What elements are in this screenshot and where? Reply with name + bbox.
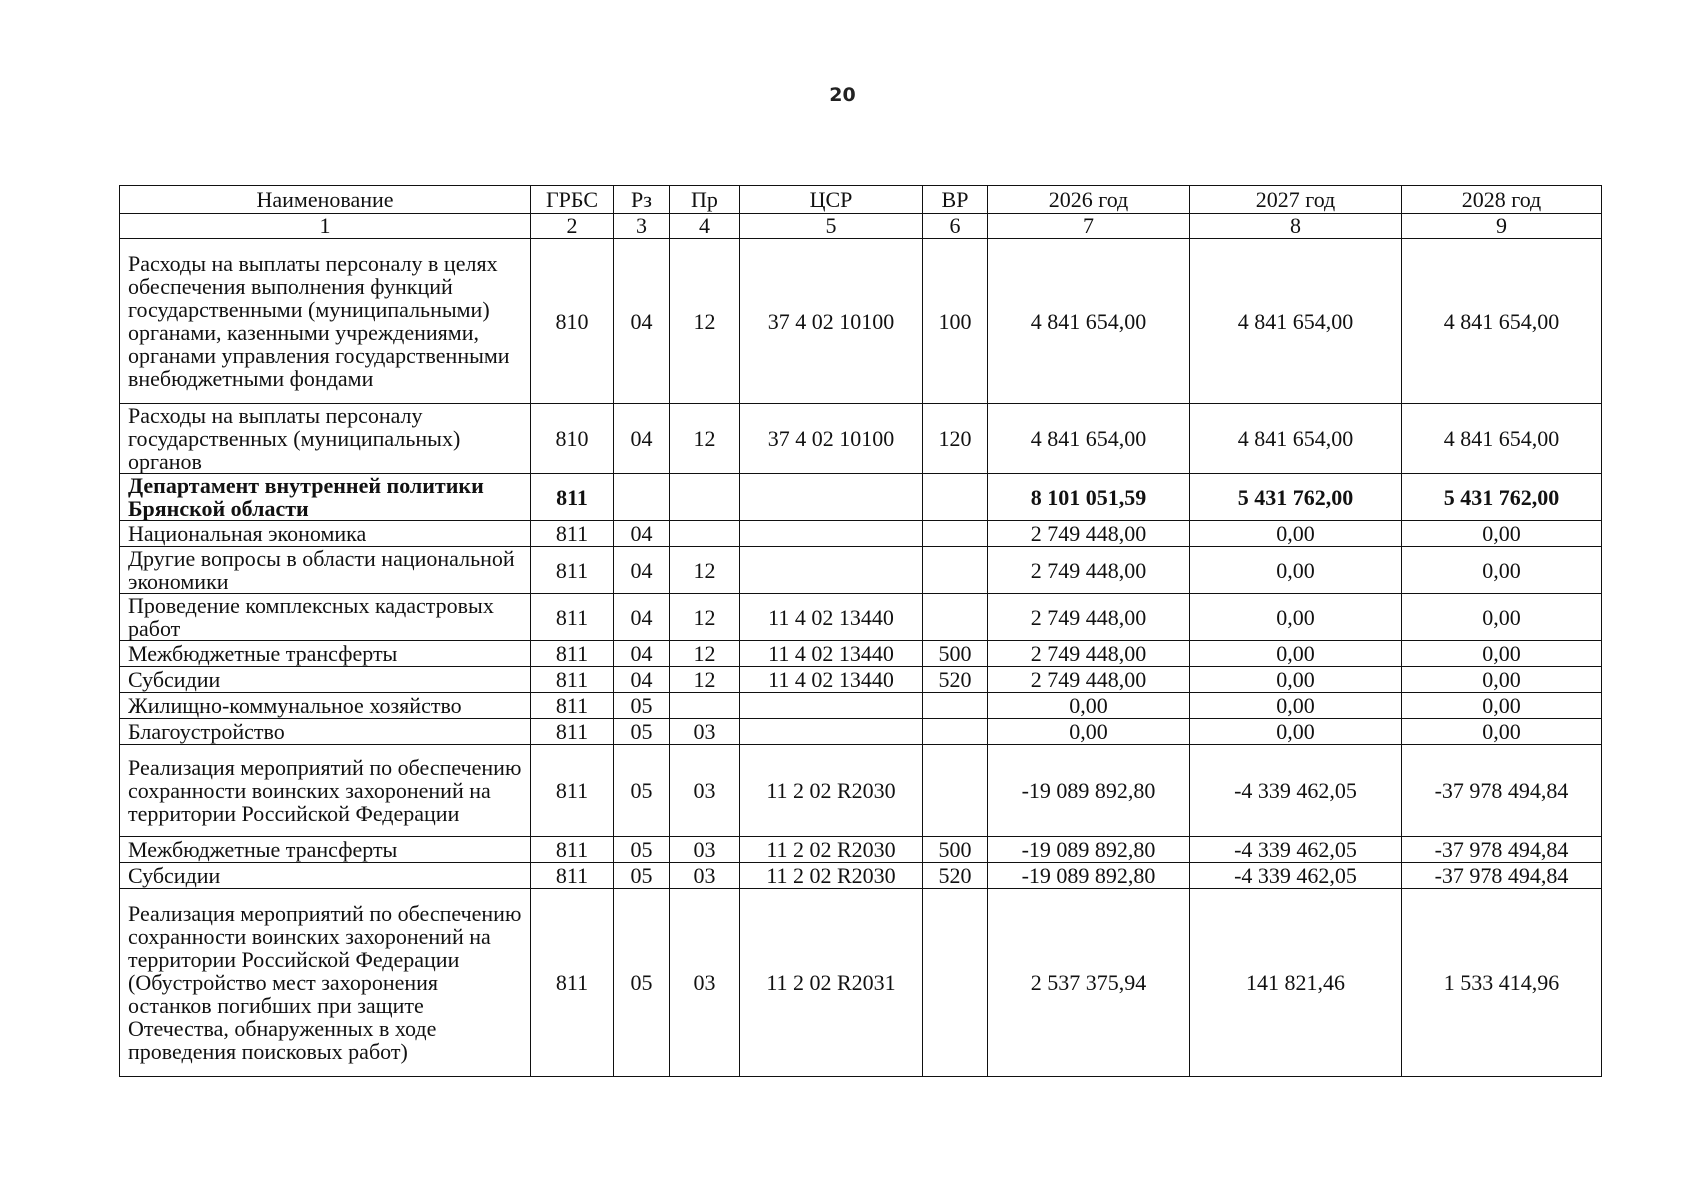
row-rz: 05 (614, 863, 670, 889)
row-value-2026: -19 089 892,80 (988, 745, 1190, 837)
row-value-2026: -19 089 892,80 (988, 863, 1190, 889)
row-value-2027: 4 841 654,00 (1190, 239, 1402, 404)
row-pr: 12 (670, 239, 740, 404)
row-rz: 05 (614, 719, 670, 745)
table-row (120, 863, 1602, 889)
column-number: 1 (120, 214, 531, 239)
row-rz: 04 (614, 239, 670, 404)
table-row (120, 239, 1602, 404)
column-number: 7 (988, 214, 1190, 239)
row-name: Реализация мероприятий по обеспечению сохранности воинских захоронений на территории Российской Федерации (Обустройство мест захоронения останков погибших при защите Отечества, обнаруженных в ходе проведения поисковых работ) (120, 889, 531, 1077)
row-csr: 37 4 02 10100 (740, 404, 923, 474)
table-row (120, 745, 1602, 837)
row-name: Расходы на выплаты персоналу в целях обеспечения выполнения функций государственными (муниципальными) органами, казенными учреждениями, органами управления государственными внебюджетными фондами (120, 239, 531, 404)
row-csr: 11 2 02 R2030 (740, 863, 923, 889)
row-vr (923, 594, 988, 641)
row-csr: 11 2 02 R2030 (740, 745, 923, 837)
row-rz: 04 (614, 404, 670, 474)
row-value-2026: 0,00 (988, 719, 1190, 745)
table-row (120, 521, 1602, 547)
table-row (120, 837, 1602, 863)
row-value-2026: 2 749 448,00 (988, 521, 1190, 547)
row-vr (923, 474, 988, 521)
row-pr (670, 474, 740, 521)
row-value-2028: 0,00 (1402, 667, 1602, 693)
page-number: 20 (829, 84, 856, 106)
row-vr (923, 889, 988, 1077)
row-name: Субсидии (120, 863, 531, 889)
row-vr (923, 693, 988, 719)
table-row (120, 889, 1602, 1077)
table-header-row (120, 186, 1602, 214)
row-csr: 11 4 02 13440 (740, 667, 923, 693)
row-value-2028: 1 533 414,96 (1402, 889, 1602, 1077)
row-csr (740, 521, 923, 547)
row-pr: 12 (670, 594, 740, 641)
row-name: Межбюджетные трансферты (120, 837, 531, 863)
row-value-2027: 0,00 (1190, 719, 1402, 745)
row-value-2026: 2 749 448,00 (988, 667, 1190, 693)
row-name: Департамент внутренней политики Брянской области (120, 474, 531, 521)
row-value-2027: 0,00 (1190, 521, 1402, 547)
row-rz: 04 (614, 594, 670, 641)
header-2027: 2027 год (1190, 186, 1402, 214)
budget-table (119, 185, 1602, 1077)
row-rz: 04 (614, 667, 670, 693)
row-csr: 37 4 02 10100 (740, 239, 923, 404)
row-value-2028: 0,00 (1402, 521, 1602, 547)
row-pr (670, 521, 740, 547)
row-vr: 520 (923, 863, 988, 889)
row-vr: 120 (923, 404, 988, 474)
row-csr: 11 4 02 13440 (740, 594, 923, 641)
header-csr: ЦСР (740, 186, 923, 214)
row-value-2026: 4 841 654,00 (988, 239, 1190, 404)
row-grbs: 811 (531, 474, 614, 521)
header-grbs: ГРБС (531, 186, 614, 214)
row-name: Расходы на выплаты персоналу государственных (муниципальных) органов (120, 404, 531, 474)
row-vr: 520 (923, 667, 988, 693)
row-grbs: 811 (531, 547, 614, 594)
row-value-2026: 2 749 448,00 (988, 594, 1190, 641)
table-row (120, 474, 1602, 521)
header-2026: 2026 год (988, 186, 1190, 214)
row-rz: 05 (614, 837, 670, 863)
row-value-2026: 2 537 375,94 (988, 889, 1190, 1077)
row-value-2027: -4 339 462,05 (1190, 745, 1402, 837)
row-value-2026: -19 089 892,80 (988, 837, 1190, 863)
table-row (120, 404, 1602, 474)
table-row (120, 693, 1602, 719)
column-number: 4 (670, 214, 740, 239)
row-pr: 12 (670, 547, 740, 594)
row-grbs: 811 (531, 521, 614, 547)
row-rz: 05 (614, 889, 670, 1077)
row-value-2028: -37 978 494,84 (1402, 745, 1602, 837)
table-row (120, 547, 1602, 594)
row-value-2027: 0,00 (1190, 667, 1402, 693)
row-csr: 11 2 02 R2031 (740, 889, 923, 1077)
row-value-2027: 0,00 (1190, 693, 1402, 719)
column-number-row (120, 214, 1602, 239)
row-csr (740, 719, 923, 745)
row-value-2028: 0,00 (1402, 719, 1602, 745)
row-value-2026: 0,00 (988, 693, 1190, 719)
row-vr (923, 719, 988, 745)
row-pr: 03 (670, 863, 740, 889)
row-grbs: 811 (531, 889, 614, 1077)
row-value-2027: -4 339 462,05 (1190, 863, 1402, 889)
row-name: Национальная экономика (120, 521, 531, 547)
row-name: Проведение комплексных кадастровых работ (120, 594, 531, 641)
row-grbs: 811 (531, 719, 614, 745)
column-number: 6 (923, 214, 988, 239)
row-pr: 03 (670, 719, 740, 745)
row-value-2026: 8 101 051,59 (988, 474, 1190, 521)
row-pr (670, 693, 740, 719)
row-csr (740, 693, 923, 719)
row-grbs: 811 (531, 745, 614, 837)
column-number: 5 (740, 214, 923, 239)
row-vr (923, 745, 988, 837)
row-value-2027: 141 821,46 (1190, 889, 1402, 1077)
row-value-2028: -37 978 494,84 (1402, 837, 1602, 863)
column-number: 8 (1190, 214, 1402, 239)
row-name: Субсидии (120, 667, 531, 693)
row-rz: 04 (614, 641, 670, 667)
row-name: Межбюджетные трансферты (120, 641, 531, 667)
row-name: Другие вопросы в области национальной экономики (120, 547, 531, 594)
row-value-2028: 5 431 762,00 (1402, 474, 1602, 521)
row-csr (740, 474, 923, 521)
table-row (120, 667, 1602, 693)
row-grbs: 811 (531, 837, 614, 863)
row-grbs: 811 (531, 863, 614, 889)
row-grbs: 810 (531, 239, 614, 404)
row-rz (614, 474, 670, 521)
column-number: 3 (614, 214, 670, 239)
row-grbs: 811 (531, 641, 614, 667)
column-number: 2 (531, 214, 614, 239)
row-vr: 100 (923, 239, 988, 404)
row-pr: 12 (670, 641, 740, 667)
row-csr: 11 4 02 13440 (740, 641, 923, 667)
table-body (120, 239, 1602, 1077)
row-grbs: 811 (531, 667, 614, 693)
row-value-2027: -4 339 462,05 (1190, 837, 1402, 863)
row-pr: 03 (670, 745, 740, 837)
row-vr (923, 521, 988, 547)
row-grbs: 810 (531, 404, 614, 474)
header-name: Наименование (120, 186, 531, 214)
row-value-2028: -37 978 494,84 (1402, 863, 1602, 889)
row-grbs: 811 (531, 594, 614, 641)
row-rz: 04 (614, 547, 670, 594)
row-value-2028: 0,00 (1402, 641, 1602, 667)
header-rz: Рз (614, 186, 670, 214)
row-value-2027: 0,00 (1190, 594, 1402, 641)
row-name: Жилищно-коммунальное хозяйство (120, 693, 531, 719)
table-row (120, 594, 1602, 641)
row-pr: 03 (670, 889, 740, 1077)
row-vr (923, 547, 988, 594)
row-pr: 03 (670, 837, 740, 863)
row-value-2027: 5 431 762,00 (1190, 474, 1402, 521)
row-value-2026: 2 749 448,00 (988, 547, 1190, 594)
row-value-2028: 0,00 (1402, 547, 1602, 594)
header-vr: ВР (923, 186, 988, 214)
table-row (120, 719, 1602, 745)
header-pr: Пр (670, 186, 740, 214)
row-value-2027: 0,00 (1190, 641, 1402, 667)
row-value-2028: 0,00 (1402, 693, 1602, 719)
row-value-2026: 4 841 654,00 (988, 404, 1190, 474)
header-2028: 2028 год (1402, 186, 1602, 214)
row-rz: 05 (614, 745, 670, 837)
row-csr (740, 547, 923, 594)
row-pr: 12 (670, 667, 740, 693)
row-vr: 500 (923, 641, 988, 667)
row-value-2028: 0,00 (1402, 594, 1602, 641)
row-name: Реализация мероприятий по обеспечению сохранности воинских захоронений на территории Российской Федерации (120, 745, 531, 837)
row-pr: 12 (670, 404, 740, 474)
row-rz: 05 (614, 693, 670, 719)
table-row (120, 641, 1602, 667)
column-number: 9 (1402, 214, 1602, 239)
row-value-2027: 4 841 654,00 (1190, 404, 1402, 474)
row-name: Благоустройство (120, 719, 531, 745)
row-value-2028: 4 841 654,00 (1402, 404, 1602, 474)
row-grbs: 811 (531, 693, 614, 719)
row-value-2028: 4 841 654,00 (1402, 239, 1602, 404)
row-value-2027: 0,00 (1190, 547, 1402, 594)
row-value-2026: 2 749 448,00 (988, 641, 1190, 667)
row-csr: 11 2 02 R2030 (740, 837, 923, 863)
row-rz: 04 (614, 521, 670, 547)
row-vr: 500 (923, 837, 988, 863)
